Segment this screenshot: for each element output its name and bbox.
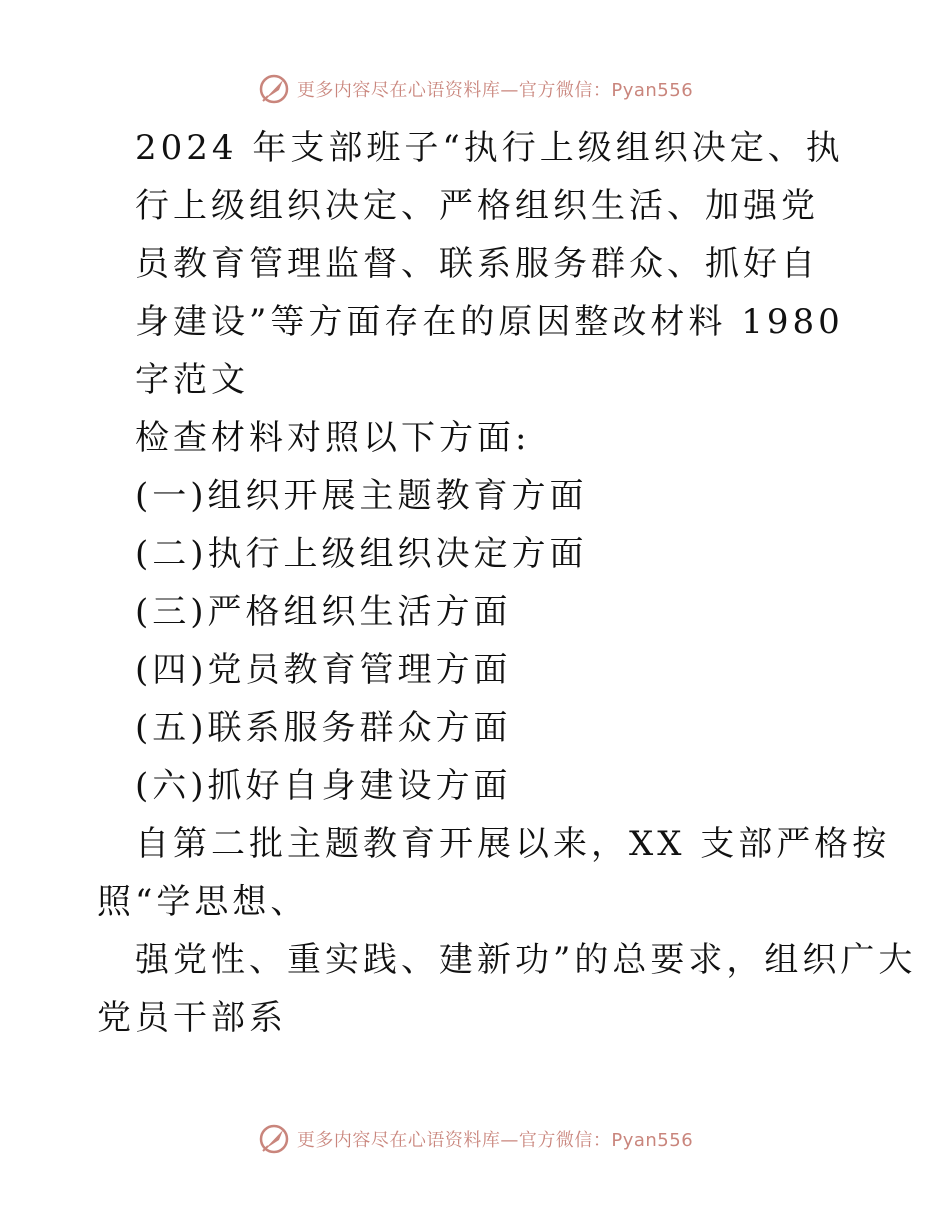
title-line-3: 员教育管理监督、联系服务群众、抓好自 (135, 244, 819, 284)
watermark-text: 更多内容尽在心语资料库—官方微信：Pyan556 (296, 80, 694, 101)
title-line-5: 字范文 (135, 360, 249, 400)
list-item-2: (二)执行上级组织决定方面 (135, 534, 588, 574)
quill-circle-icon (257, 72, 291, 106)
page-header-watermark (0, 72, 950, 106)
body-line-1: 自第二批主题教育开展以来，XX 支部严格按 (135, 824, 891, 864)
list-item-4: (四)党员教育管理方面 (135, 650, 512, 690)
intro-line: 检查材料对照以下方面: (135, 418, 531, 458)
body-line-4: 党员干部系 (97, 998, 287, 1038)
list-item-1: (一)组织开展主题教育方面 (135, 476, 588, 516)
body-line-3: 强党性、重实践、建新功”的总要求，组织广大 (135, 940, 917, 980)
title-line-4: 身建设”等方面存在的原因整改材料 1980 (135, 302, 844, 342)
title-line-1: 2024 年支部班子“执行上级组织决定、执 (135, 128, 844, 168)
list-item-3: (三)严格组织生活方面 (135, 592, 512, 632)
page-footer-watermark (0, 1122, 950, 1156)
quill-circle-icon (257, 1122, 291, 1156)
list-item-6: (六)抓好自身建设方面 (135, 766, 512, 806)
watermark-text: 更多内容尽在心语资料库—官方微信：Pyan556 (296, 1130, 694, 1151)
title-line-2: 行上级组织决定、严格组织生活、加强党 (135, 186, 819, 226)
body-line-2: 照“学思想、 (97, 882, 309, 922)
list-item-5: (五)联系服务群众方面 (135, 708, 512, 748)
